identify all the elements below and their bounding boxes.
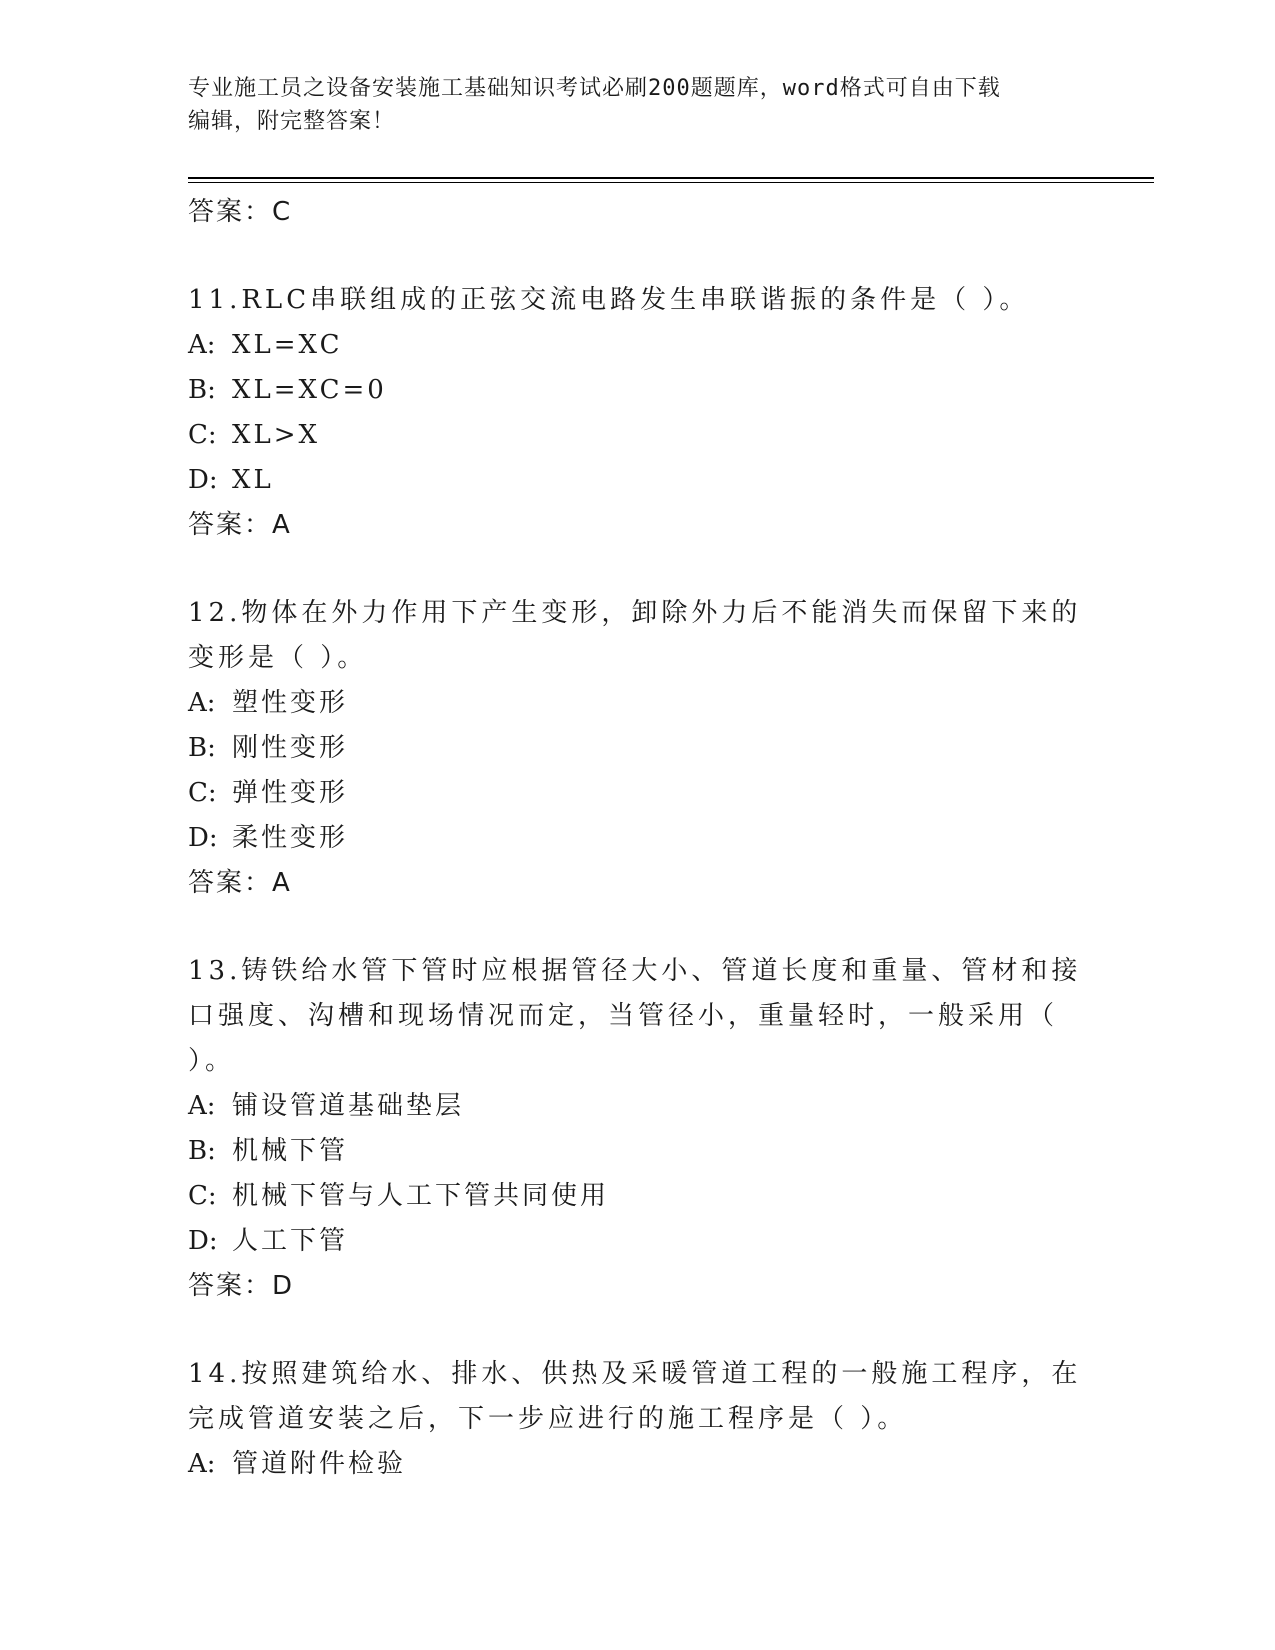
header-rule-thin	[188, 182, 1154, 183]
answer-line: 答案：A	[188, 510, 292, 540]
header-line-1: 专业施工员之设备安装施工基础知识考试必刷200题题库，word格式可自由下载	[188, 76, 1001, 101]
option-key: C:	[188, 420, 217, 450]
option-d	[188, 458, 1088, 503]
question-item	[188, 1352, 1088, 1487]
option-d	[188, 1219, 1088, 1264]
option-b	[188, 368, 1088, 413]
question-text: 14.按照建筑给水、排水、供热及采暖管道工程的一般施工程序，在完成管道安装之后，下一步应进行的施工程序是（ ）。	[188, 1359, 1082, 1434]
option-b	[188, 1129, 1088, 1174]
question-item	[188, 591, 1088, 906]
answer-line: 答案：C	[188, 197, 293, 227]
option-text: XL	[232, 465, 274, 495]
answer-line: 答案：A	[188, 868, 292, 898]
option-text: XL>X	[232, 420, 321, 450]
option-key: A:	[188, 688, 216, 718]
question-text: 12.物体在外力作用下产生变形，卸除外力后不能消失而保留下来的变形是（ ）。	[188, 598, 1082, 673]
question-item	[188, 278, 1088, 548]
option-c	[188, 413, 1088, 458]
option-text: XL=XC	[232, 330, 343, 360]
header-line-2: 编辑，附完整答案！	[188, 109, 396, 134]
option-key: B:	[188, 733, 216, 763]
option-key: C:	[188, 778, 217, 808]
question-text: 13.铸铁给水管下管时应根据管径大小、管道长度和重量、管材和接口强度、沟槽和现场情况而定，当管径小，重量轻时，一般采用（ ）。	[188, 956, 1082, 1076]
option-a	[188, 323, 1088, 368]
option-key: A:	[188, 1449, 216, 1479]
header-rule-thick	[188, 177, 1154, 179]
option-key: D:	[188, 1226, 218, 1256]
option-key: D:	[188, 823, 218, 853]
option-key: D:	[188, 465, 218, 495]
option-text: 弹性变形	[232, 778, 349, 808]
option-key: C:	[188, 1181, 217, 1211]
option-text: 塑性变形	[232, 688, 349, 718]
question-item	[188, 949, 1088, 1309]
answer-line: 答案：D	[188, 1271, 295, 1301]
document-header	[188, 72, 1068, 138]
option-a	[188, 1442, 1088, 1487]
option-c	[188, 771, 1088, 816]
option-key: A:	[188, 330, 216, 360]
option-a	[188, 1084, 1088, 1129]
option-text: XL=XC=0	[232, 375, 387, 405]
option-b	[188, 726, 1088, 771]
option-text: 机械下管	[232, 1136, 349, 1166]
option-c	[188, 1174, 1088, 1219]
option-text: 管道附件检验	[232, 1449, 407, 1479]
option-text: 柔性变形	[232, 823, 349, 853]
option-text: 人工下管	[232, 1226, 349, 1256]
question-text: 11.RLC串联组成的正弦交流电路发生串联谐振的条件是（ ）。	[188, 285, 1030, 315]
option-text: 铺设管道基础垫层	[232, 1091, 465, 1121]
option-key: B:	[188, 1136, 216, 1166]
question-list	[188, 190, 1088, 1487]
option-key: B:	[188, 375, 216, 405]
option-key: A:	[188, 1091, 216, 1121]
option-a	[188, 681, 1088, 726]
option-d	[188, 816, 1088, 861]
option-text: 机械下管与人工下管共同使用	[232, 1181, 610, 1211]
option-text: 刚性变形	[232, 733, 349, 763]
